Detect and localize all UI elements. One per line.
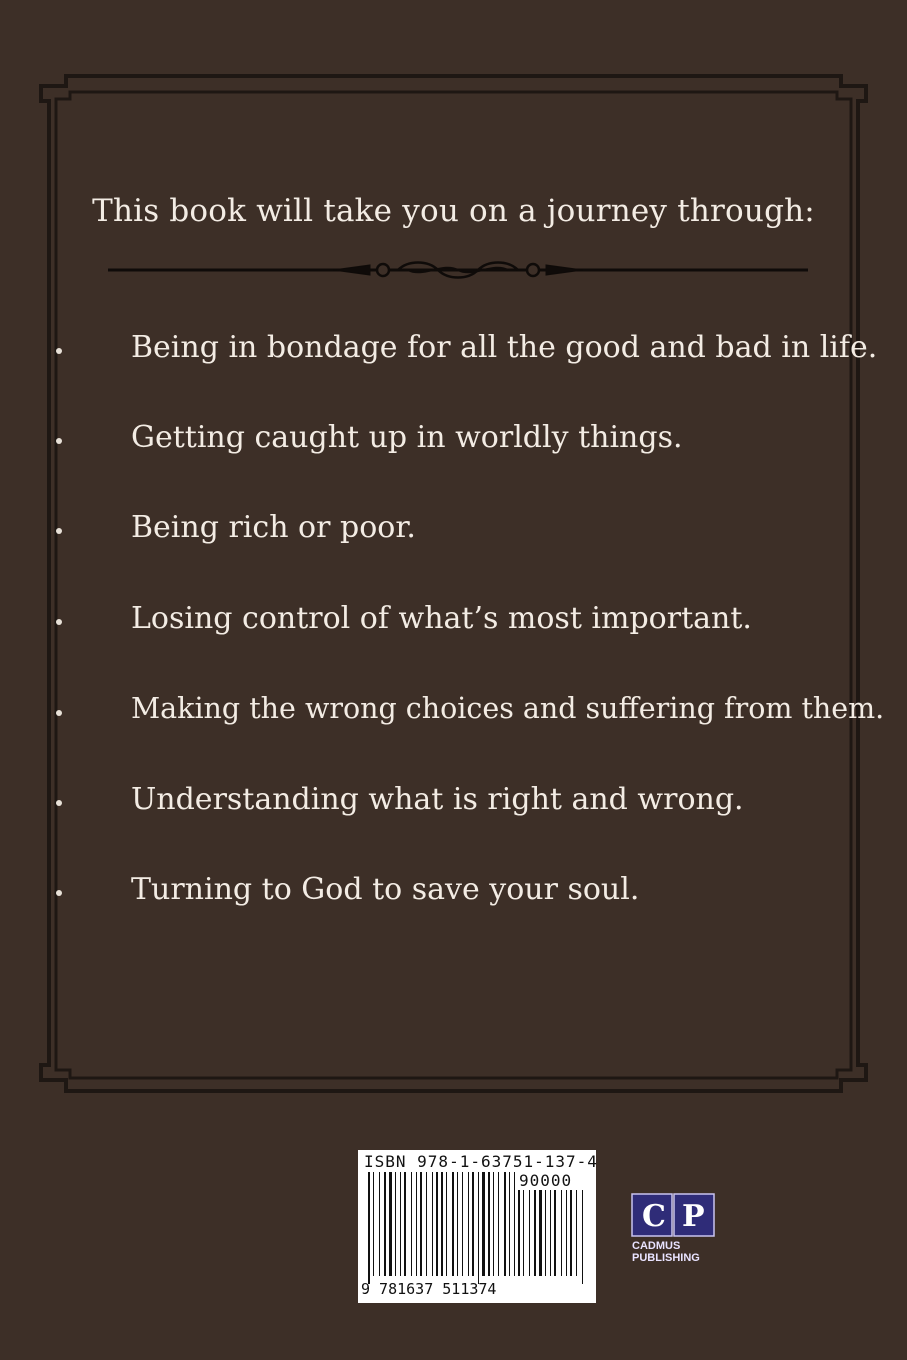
barcode-bar [432,1172,433,1276]
barcode-bar [509,1172,510,1276]
publisher-logo [630,1190,720,1270]
barcode-bar [478,1172,479,1284]
barcode-bar [452,1172,454,1276]
barcode-bar [514,1172,515,1276]
isbn-number: ISBN 978-1-63751-137-4 [364,1152,598,1171]
barcode-bar [457,1172,458,1276]
barcode-bar [468,1172,469,1276]
list-item [0,692,907,742]
list-item [0,601,907,651]
bullet-icon [56,438,62,444]
barcode-bar [395,1172,396,1276]
barcode-bar [436,1172,438,1276]
list-item-text: Turning to God to save your soul. [131,872,640,907]
list-item [0,510,907,560]
bullet-icon [56,528,62,534]
barcode-bar [441,1172,443,1276]
barcode-bar [498,1172,499,1276]
list-item-text: Being in bondage for all the good and bad in life. [131,330,878,365]
price-code: 90000 [519,1171,573,1190]
intro-heading: This book will take you on a journey through: [92,193,815,229]
barcode-bar [462,1172,463,1276]
list-item [0,782,907,832]
publisher-line1: CADMUS [632,1240,681,1252]
list-item [0,872,907,922]
barcode-bar [482,1172,485,1276]
barcode-digits: 9 781637 511374 [361,1280,497,1298]
list-item-text: Getting caught up in worldly things. [131,420,683,455]
logo-letter-c: C [642,1199,666,1234]
barcode-bar [488,1172,490,1276]
barcode-bar [504,1172,506,1276]
barcode-bar [400,1172,401,1276]
barcode-bar [426,1172,427,1276]
isbn-barcode [358,1150,596,1303]
bullet-icon [56,348,62,354]
barcode-bar [389,1172,392,1276]
barcode-bar [472,1172,474,1276]
barcode-bar [379,1172,380,1276]
list-item-text: Understanding what is right and wrong. [131,782,744,817]
barcode-bar [416,1172,417,1276]
book-logo-icon [630,1190,720,1240]
barcode-bar [368,1172,370,1284]
bullet-icon [56,710,62,716]
barcode-bar [420,1172,422,1276]
bullet-icon [56,890,62,896]
barcode-bar [446,1172,447,1276]
barcode-bar [411,1172,412,1276]
barcode-bar [373,1172,374,1276]
list-item-text: Making the wrong choices and suffering from them. [131,692,885,725]
ornamental-divider [108,258,808,282]
publisher-name [632,1240,700,1264]
bullet-icon [56,800,62,806]
list-item [0,330,907,380]
list-item [0,420,907,470]
bullet-icon [56,619,62,625]
barcode-bar [404,1172,406,1276]
list-item-text: Losing control of what’s most important. [131,601,752,636]
logo-letter-p: P [682,1199,705,1234]
barcode-bar [493,1172,494,1276]
barcode-bar [384,1172,386,1276]
list-item-text: Being rich or poor. [131,510,416,545]
publisher-line2: PUBLISHING [632,1252,700,1264]
